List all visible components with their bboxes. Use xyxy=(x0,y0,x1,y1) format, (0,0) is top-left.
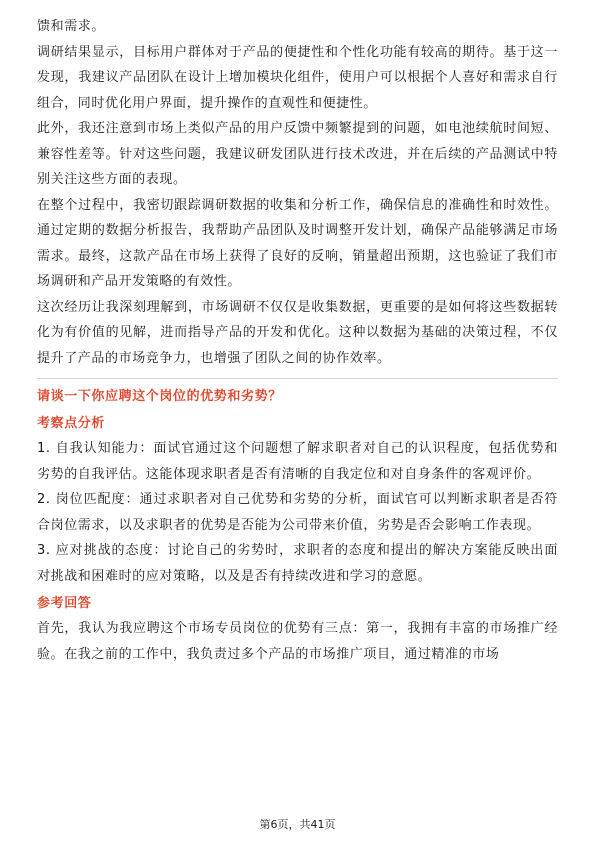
answer-heading: 参考回答 xyxy=(37,596,92,611)
question-heading: 请谈一下你应聘这个岗位的优势和劣势？ xyxy=(37,389,282,404)
page-footer: 第6页，共41页 xyxy=(259,818,336,831)
analysis-heading: 考察点分析 xyxy=(37,416,106,431)
answer-paragraph: 首先，我认为我应聘这个市场专员岗位的优势有三点：第一，我拥有丰富的市场推广经验。在我之前的工作中，我负责过多个产品的市场推广项目，通过精准的市场 xyxy=(37,621,558,662)
section-divider xyxy=(37,378,558,379)
body-paragraph: 在整个过程中，我密切跟踪调研数据的收集和分析工作，确保信息的准确性和时效性。通过定期的数据分析报告，我帮助产品团队及时调整开发计划，确保产品能够满足市场需求。最终，这款产品在市场上获得了良好的反响，销量超出预期，这也验证了我们市场调研和产品开发策略的有效性。 xyxy=(37,197,558,289)
body-paragraph: 馈和需求。 xyxy=(37,19,106,34)
analysis-point: 2. 岗位匹配度：通过求职者对自己优势和劣势的分析，面试官可以判断求职者是否符合岗位需求，以及求职者的优势是否能为公司带来价值，劣势是否会影响工作表现。 xyxy=(37,492,558,533)
body-paragraph: 调研结果显示，目标用户群体对于产品的便捷性和个性化功能有较高的期待。基于这一发现，我建议产品团队在设计上增加模块化组件，使用户可以根据个人喜好和需求自行组合，同时优化用户界面，提升操作的直观性和便捷性。 xyxy=(37,44,558,111)
analysis-point: 1. 自我认知能力：面试官通过这个问题想了解求职者对自己的认识程度，包括优势和劣势的自我评估。这能体现求职者是否有清晰的自我定位和对自身条件的客观评价。 xyxy=(37,441,558,482)
body-paragraph: 这次经历让我深刻理解到，市场调研不仅仅是收集数据，更重要的是如何将这些数据转化为有价值的见解，进而指导产品的开发和优化。这种以数据为基础的决策过程，不仅提升了产品的市场竞争力，也增强了团队之间的协作效率。 xyxy=(37,299,558,366)
page-content xyxy=(37,14,558,667)
body-paragraph: 此外，我还注意到市场上类似产品的用户反馈中频繁提到的问题，如电池续航时间短、兼容性差等。针对这些问题，我建议研发团队进行技术改进，并在后续的产品测试中特别关注这些方面的表现。 xyxy=(37,121,558,187)
analysis-point: 3. 应对挑战的态度：讨论自己的劣势时，求职者的态度和提出的解决方案能反映出面对挑战和困难时的应对策略，以及是否有持续改进和学习的意愿。 xyxy=(37,543,558,584)
